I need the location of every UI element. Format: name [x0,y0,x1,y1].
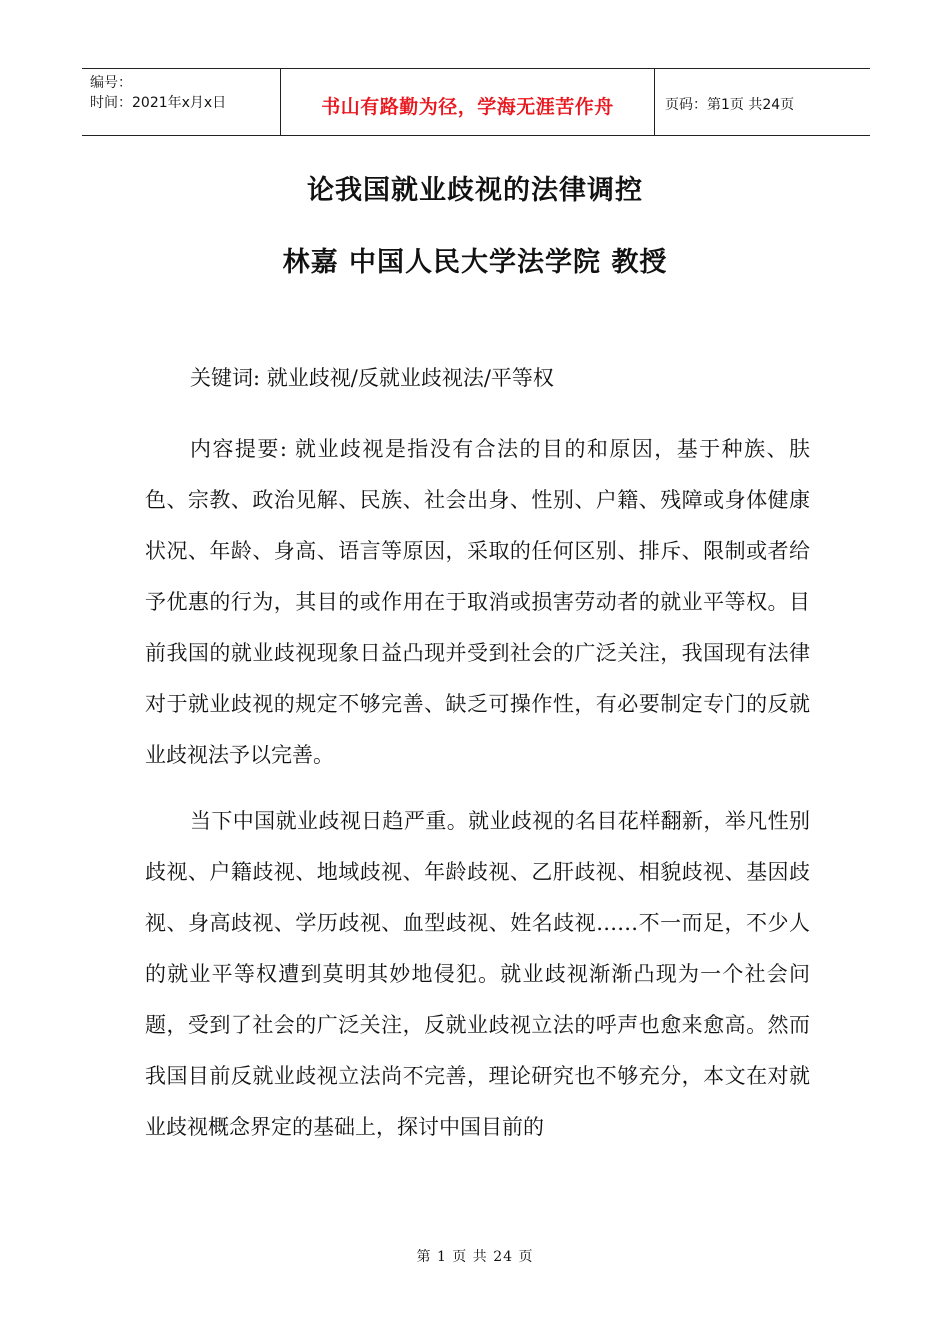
number-label: 编号： [90,75,132,91]
header-motto: 书山有路勤为径，学海无涯苦作舟 [281,69,655,135]
keywords-paragraph: 关键词: 就业歧视/反就业歧视法/平等权 [190,366,554,390]
abstract-paragraph: 内容提要: 就业歧视是指没有合法的目的和原因，基于种族、肤色、宗教、政治见解、民族、社会出身、性别、户籍、残障或身体健康状况、年龄、身高、语言等原因，采取的任何区别、排斥、限制或者给予优惠的行为，其目的或作用在于取消或损害劳动者的就业平等权。目前我国的就业歧视现象日益凸现并受到社会的广泛关注，我国现有法律对于就业歧视的规定不够完善、缺乏可操作性，有必要制定专门的反就业歧视法予以完善。 [145,437,810,767]
body-paragraph: 当下中国就业歧视日趋严重。就业歧视的名目花样翻新，举凡性别歧视、户籍歧视、地域歧视、年龄歧视、乙肝歧视、相貌歧视、基因歧视、身高歧视、学历歧视、血型歧视、姓名歧视……不一而足，不少人的就业平等权遭到莫明其妙地侵犯。就业歧视渐渐凸现为一个社会问题，受到了社会的广泛关注，反就业歧视立法的呼声也愈来愈高。然而我国目前反就业歧视立法尚不完善，理论研究也不够充分，本文在对就业歧视概念界定的基础上，探讨中国目前的 [145,809,810,1139]
author-line: 林嘉 中国人民大学法学院 教授 [282,247,668,278]
document-header [82,68,870,136]
time-label: 时间：2021年x月x日 [90,95,227,111]
document-title: 论我国就业歧视的法律调控 [307,175,643,206]
header-page-code: 页码：第1页 共24页 [665,97,795,113]
page-footer: 第 1 页 共 24 页 [416,1249,534,1265]
header-meta-cell [82,69,281,135]
